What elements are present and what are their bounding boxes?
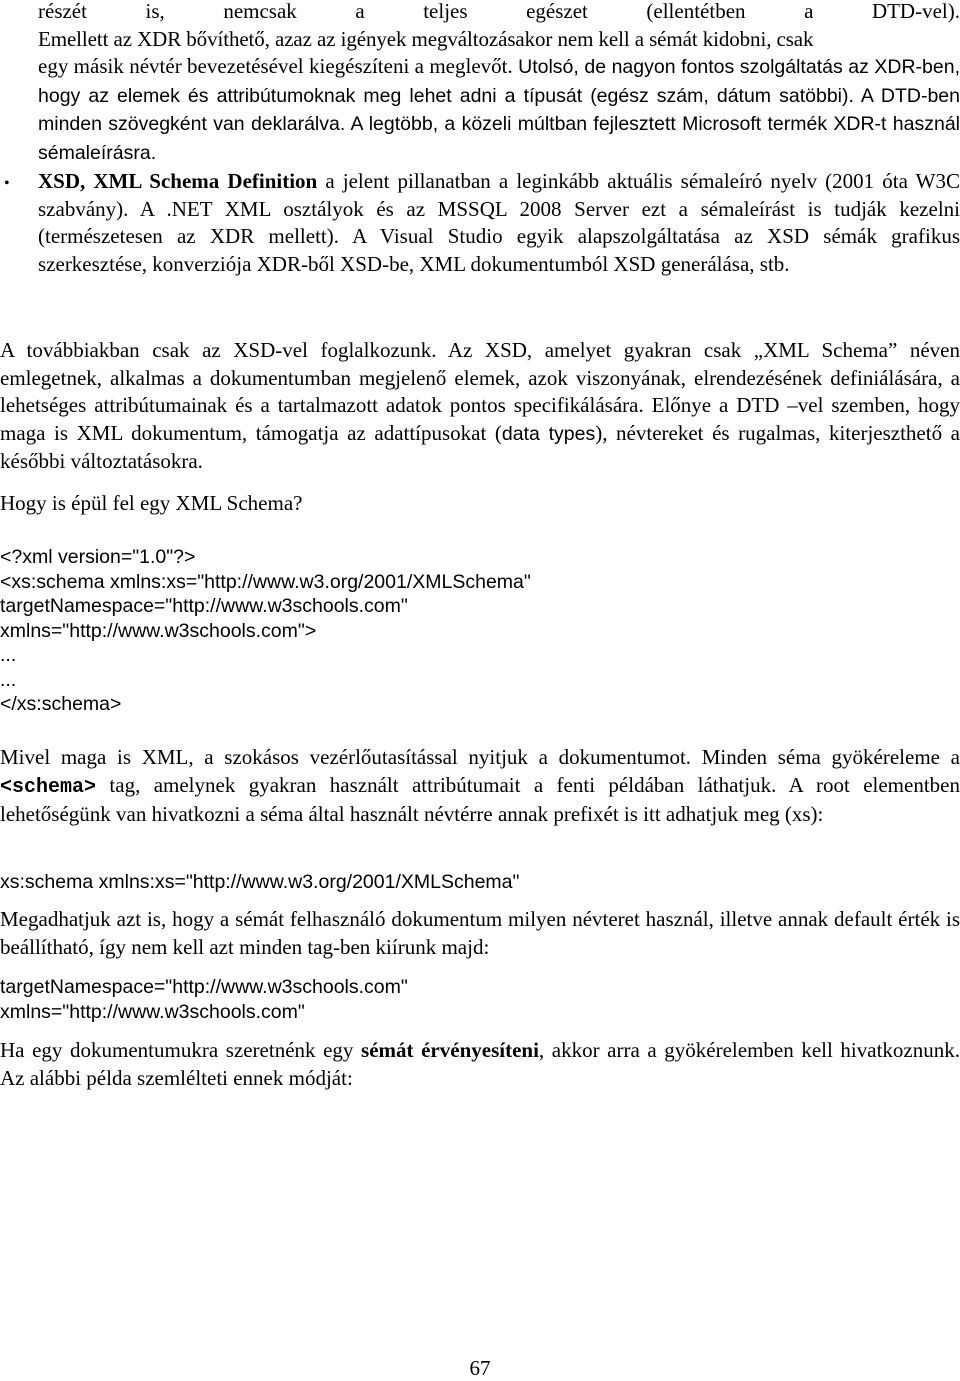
- bullet-continuation-line1: részét is, nemcsak a teljes egészet (ellentétben a DTD-vel).: [38, 0, 960, 23]
- xsd-description: a jelent pillanatban a leginkább aktuális sémaleíró nyelv (2001 óta W3C szabvány). A .NET XML osztályok és az MSSQL 2008 Server ezt a sémaleírást is tudják kezelni (természetesen az XDR mellett). A Visual Studio egyik alapszolgáltatása az XSD sémák grafikus szerkesztése, konverziója XDR-ből XSD-be, XML dokumentumból XSD generálása, stb.: [38, 169, 960, 276]
- validate-bold: sémát érvényesíteni: [361, 1038, 539, 1062]
- bullet-continuation-line2: Emellett az XDR bővíthető, azaz az igények megváltozásakor nem kell a sémát kidobni, csak: [38, 26, 814, 51]
- root-text-part2: tag, amelynek gyakran használt attribútumait a fenti példában láthatjuk. A root elementben lehetőségünk van hivatkozni a séma által használt névtérre annak prefixét is itt adhatjuk meg (xs):: [0, 772, 960, 826]
- code-line: ...: [0, 644, 17, 666]
- bullet-continuation-mixed: [38, 53, 960, 167]
- code-line: xmlns="http://www.w3schools.com">: [0, 619, 317, 642]
- paragraph-root-text: [0, 744, 960, 829]
- code-line: </xs:schema>: [0, 693, 122, 715]
- bullet-continuation-line3: egy másik névtér bevezetésével kiegészíteni a meglevőt.: [38, 54, 513, 78]
- code-line: <xs:schema xmlns:xs="http://www.w3.org/2001/XMLSchema": [0, 570, 531, 593]
- paragraph-root: [0, 744, 960, 829]
- code-line: targetNamespace="http://www.w3schools.com": [0, 595, 408, 617]
- validate-text-part1: Ha egy dokumentumukra szeretnénk egy: [0, 1038, 362, 1062]
- paragraph-validate-text: [0, 1037, 960, 1092]
- code-xmlns: xs:schema xmlns:xs="http://www.w3.org/2001/XMLSchema": [0, 871, 520, 893]
- bullet-icon: •: [4, 175, 10, 192]
- bullet-continuation: [38, 0, 960, 167]
- bullet-xsd-text: [38, 168, 960, 278]
- code-line: targetNamespace="http://www.w3schools.com": [0, 976, 408, 998]
- paragraph-validate: [0, 1037, 960, 1092]
- paragraph-target: [0, 906, 960, 961]
- xdr-types-text: Utolsó, de nagyon fontos szolgáltatás az XDR-ben, hogy az elemek és attribútumoknak meg lehet adni a típusát (egész szám, dátum satöbbi). A DTD-ben minden szövegként van deklarálva. A legtöbb, a közeli múltban fejlesztett Microsoft termék XDR-t használ sémaleírásra.: [38, 56, 960, 164]
- paragraph-intro: [0, 337, 960, 476]
- intro-text-part2: ), névtereket és rugalmas, kiterjeszthető a későbbi változtatásokra.: [0, 420, 960, 473]
- bullet-xsd: [38, 168, 960, 278]
- validate-text-part2: , akkor arra a gyökérelemben kell hivatkoznunk. Az alábbi példa szemlélteti ennek módját:: [0, 1038, 960, 1090]
- root-text-part1: Mivel maga is XML, a szokásos vezérlőutasítással nyitjuk a dokumentumot. Minden séma gyökéreleme a: [0, 745, 960, 769]
- paragraph-target-text: Megadhatjuk azt is, hogy a sémát felhasználó dokumentum milyen névteret használ, illetve annak default érték is beállítható, így nem kell azt minden tag-ben kiírunk majd:: [0, 907, 960, 959]
- code-line: <?xml version="1.0"?>: [0, 546, 196, 568]
- code-example: [0, 545, 960, 717]
- code-target: [0, 975, 960, 1024]
- code-line: xmlns="http://www.w3schools.com": [0, 1000, 305, 1023]
- page-number: 67: [469, 1356, 491, 1380]
- paragraph-intro-text: [0, 337, 960, 476]
- question-heading: Hogy is épül fel egy XML Schema?: [0, 491, 303, 515]
- intro-text-part1: A továbbiakban csak az XSD-vel foglalkozunk. Az XSD, amelyet gyakran csak „XML Schema” néven emlegetnek, alkalmas a dokumentumban megjelenő elemek, azok viszonyának, elrendezésének definiálására, a lehetséges attribútumainak és a tartalmazott adatok pontos specifikálására. Előnye a DTD –vel szemben, hogy maga is XML dokumentum, támogatja az adattípusokat (: [0, 338, 960, 445]
- code-line: ...: [0, 668, 17, 691]
- schema-tag-code: <schema>: [0, 775, 97, 799]
- xsd-bold-lead: XSD, XML Schema Definition: [38, 169, 318, 193]
- intro-data-types: data types: [501, 422, 596, 445]
